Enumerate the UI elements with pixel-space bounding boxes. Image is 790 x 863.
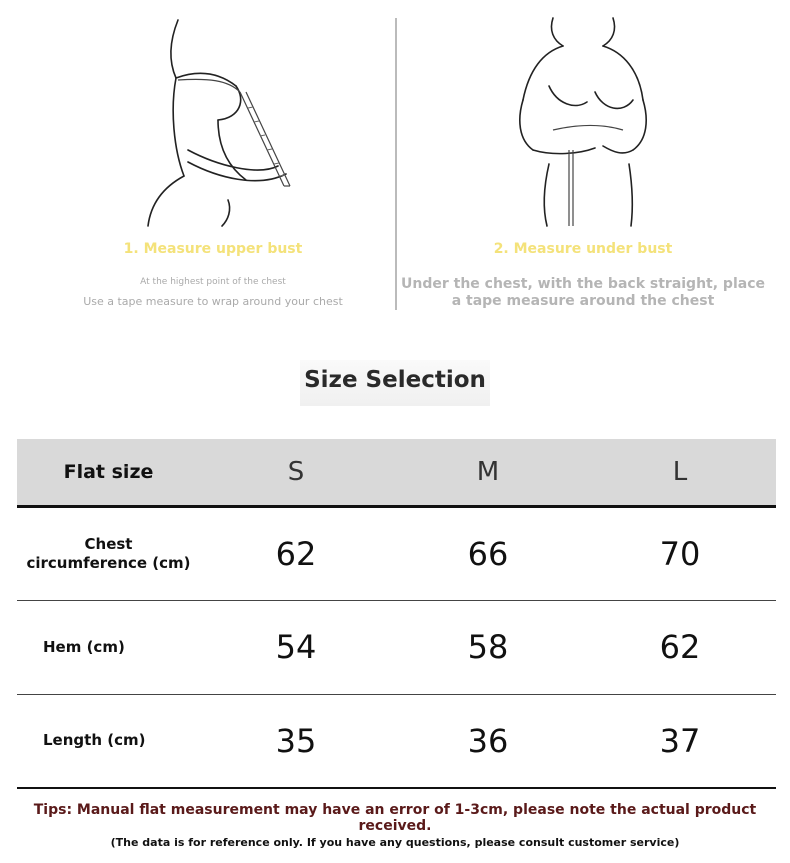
cell-chest-s: 62: [200, 506, 392, 600]
row-label-chest-line2: circumference (cm): [26, 553, 191, 572]
header-flat-size: Flat size: [17, 439, 200, 506]
table-header-row: [17, 439, 776, 506]
measurement-guide: [0, 0, 790, 320]
cell-hem-l: 62: [584, 600, 776, 694]
table-row: [17, 694, 776, 788]
header-size-l: L: [584, 439, 776, 506]
cell-length-l: 37: [584, 694, 776, 788]
under-bust-illustration: [483, 0, 683, 230]
cell-length-s: 35: [200, 694, 392, 788]
upper-bust-hint-line1: At the highest point of the chest: [140, 277, 286, 287]
cell-chest-l: 70: [584, 506, 776, 600]
row-label-chest-line1: Chest: [84, 534, 133, 553]
under-bust-title: 2. Measure under bust: [493, 241, 673, 257]
size-chart-table: [17, 439, 776, 789]
row-label-chest: [17, 506, 200, 600]
panel-divider: [395, 18, 397, 310]
upper-bust-illustration: [118, 0, 308, 230]
size-selection-title: Size Selection: [300, 360, 490, 406]
upper-bust-hint-line2: Use a tape measure to wrap around your chest: [83, 295, 343, 308]
table-row: [17, 506, 776, 600]
cell-hem-m: 58: [392, 600, 584, 694]
cell-hem-s: 54: [200, 600, 392, 694]
upper-bust-panel: [28, 0, 398, 320]
under-bust-hint: Under the chest, with the back straight, place a tape measure around the chest: [401, 276, 765, 309]
cell-length-m: 36: [392, 694, 584, 788]
row-label-length: Length (cm): [17, 694, 200, 788]
header-size-m: M: [392, 439, 584, 506]
under-bust-panel: [398, 0, 768, 320]
upper-bust-title: 1. Measure upper bust: [123, 241, 303, 257]
row-label-hem: Hem (cm): [17, 600, 200, 694]
cell-chest-m: 66: [392, 506, 584, 600]
header-size-s: S: [200, 439, 392, 506]
table-row: [17, 600, 776, 694]
reference-note: (The data is for reference only. If you have any questions, please consult customer service): [110, 836, 680, 849]
measurement-tips: Tips: Manual flat measurement may have an error of 1-3cm, please note the actual product received.: [33, 802, 757, 834]
